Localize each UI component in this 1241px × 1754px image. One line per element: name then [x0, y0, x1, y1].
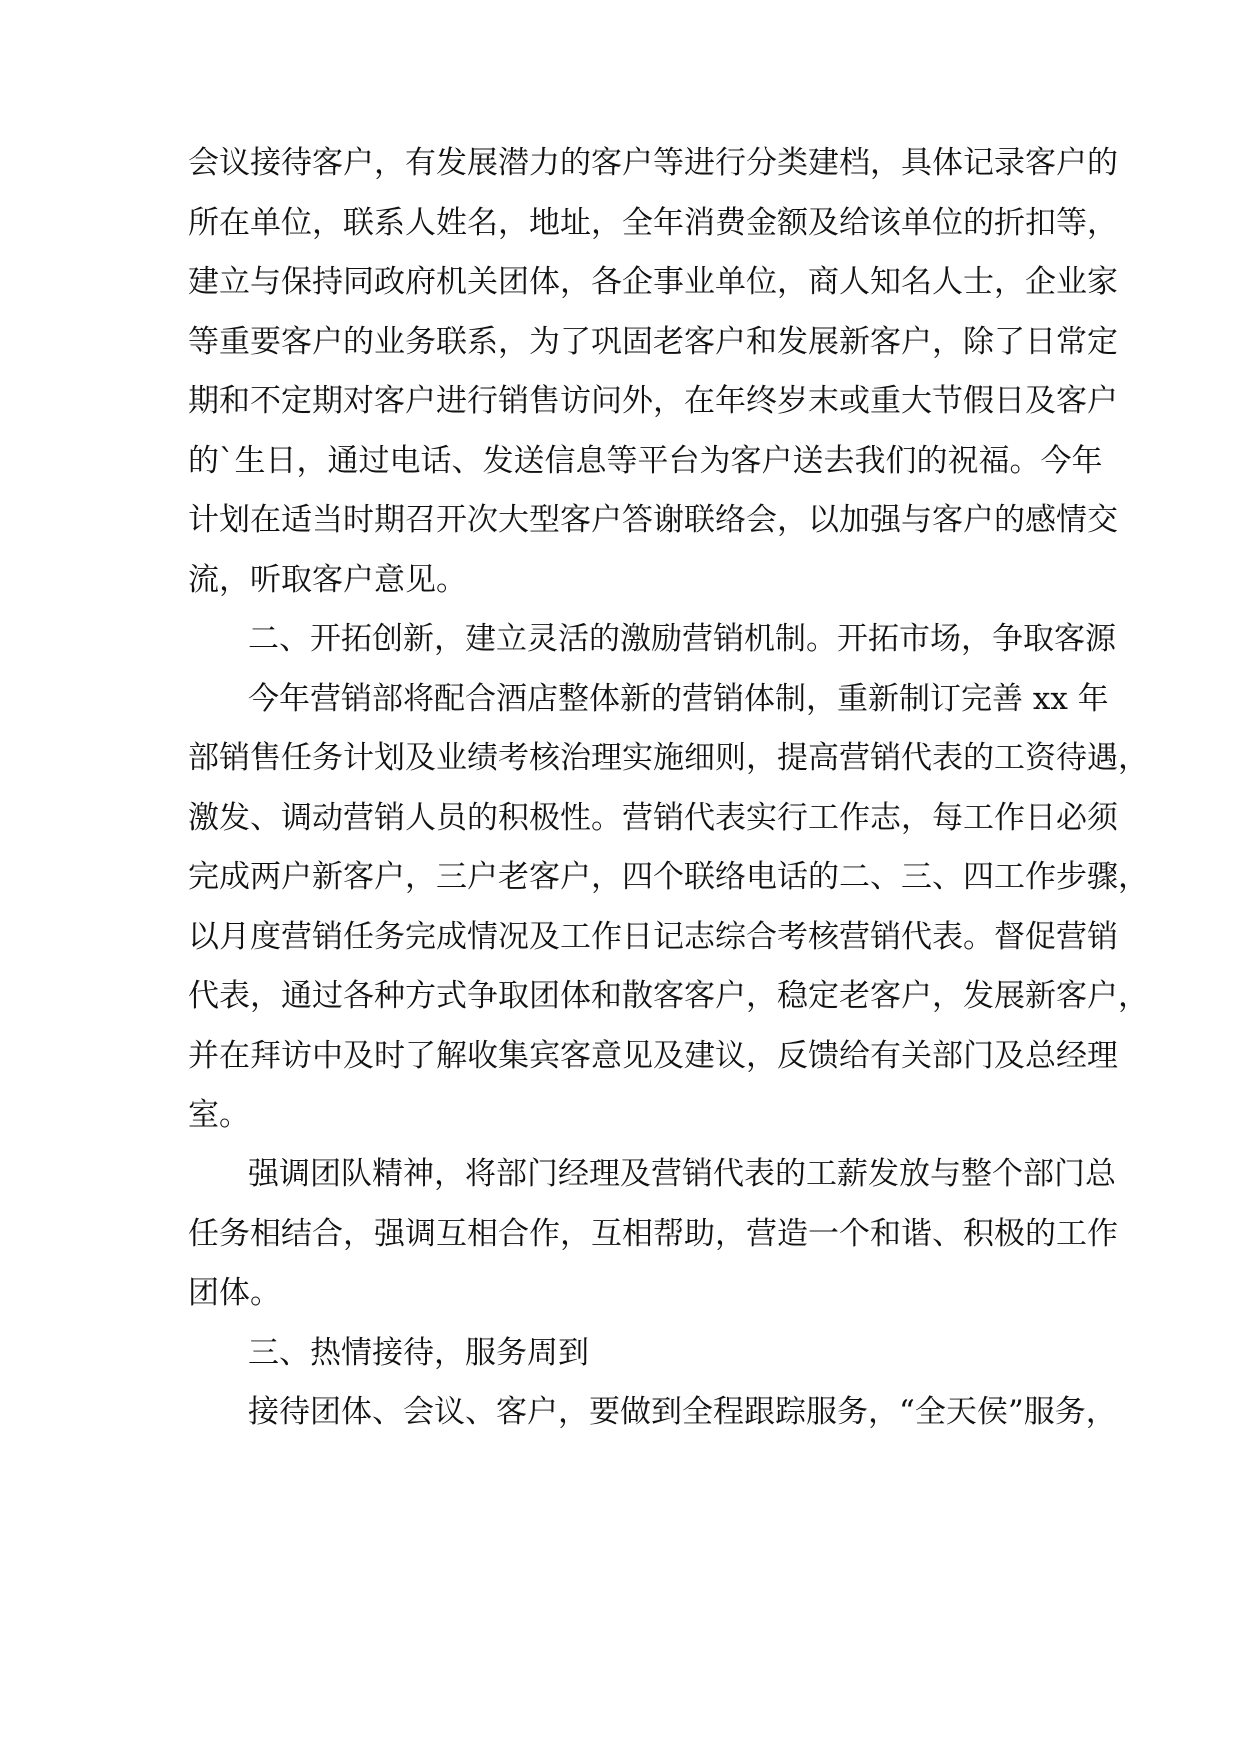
- text-line: 并在拜访中及时了解收集宾客意见及建议，反馈给有关部门及总经理: [188, 1038, 1118, 1074]
- section-heading: 二、开拓创新，建立灵活的激励营销机制。开拓市场，争取客源: [248, 621, 1116, 657]
- text-line: 接待团体、会议、客户，要做到全程跟踪服务，“全天侯”服务，: [248, 1394, 1117, 1430]
- section-heading: 三、热情接待，服务周到: [248, 1335, 589, 1371]
- text-line: 室。: [188, 1097, 250, 1133]
- text-line: 流，听取客户意见。: [188, 562, 467, 598]
- text-line: 强调团队精神，将部门经理及营销代表的工薪发放与整个部门总: [248, 1156, 1116, 1192]
- text-line: 团体。: [188, 1275, 281, 1311]
- text-line: 部销售任务计划及业绩考核治理实施细则，提高营销代表的工资待遇，: [188, 740, 1149, 776]
- text-line: 今年营销部将配合酒店整体新的营销体制，重新制订完善 xx 年: [248, 681, 1109, 717]
- text-line: 建立与保持同政府机关团体，各企事业单位，商人知名人士，企业家: [188, 264, 1118, 300]
- text-line: 期和不定期对客户进行销售访问外，在年终岁末或重大节假日及客户: [188, 383, 1118, 419]
- text-line: 任务相结合，强调互相合作，互相帮助，营造一个和谐、积极的工作: [188, 1216, 1118, 1252]
- text-line: 计划在适当时期召开次大型客户答谢联络会，以加强与客户的感情交: [188, 502, 1118, 538]
- text-line: 激发、调动营销人员的积极性。营销代表实行工作志，每工作日必须: [188, 800, 1118, 836]
- text-line: 会议接待客户，有发展潜力的客户等进行分类建档，具体记录客户的: [188, 145, 1118, 181]
- text-line: 所在单位，联系人姓名，地址，全年消费金额及给该单位的折扣等，: [188, 205, 1118, 241]
- text-line: 代表，通过各种方式争取团体和散客客户，稳定老客户，发展新客户，: [188, 978, 1149, 1014]
- text-line: 以月度营销任务完成情况及工作日记志综合考核营销代表。督促营销: [188, 919, 1118, 955]
- text-line: 等重要客户的业务联系，为了巩固老客户和发展新客户，除了日常定: [188, 324, 1118, 360]
- text-line: 的`生日，通过电话、发送信息等平台为客户送去我们的祝福。今年: [188, 443, 1103, 479]
- text-line: 完成两户新客户，三户老客户，四个联络电话的二、三、四工作步骤，: [188, 859, 1149, 895]
